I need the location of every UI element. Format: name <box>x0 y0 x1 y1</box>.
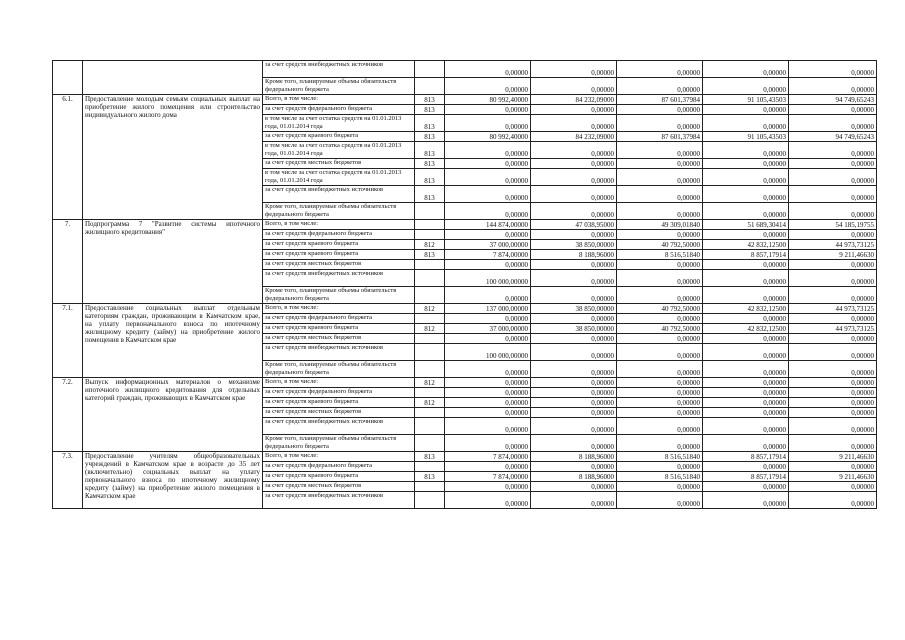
year-amount-2: 0,00000 <box>531 169 617 186</box>
year-amount-5: 0,00000 <box>789 378 877 388</box>
year-amount-5: 0,00000 <box>789 230 877 240</box>
item-name-cell <box>83 61 263 95</box>
year-amount-4: 0,00000 <box>703 378 789 388</box>
year-amount-1: 0,00000 <box>445 492 531 509</box>
year-amount-2: 0,00000 <box>531 408 617 418</box>
year-amount-3: 0,00000 <box>617 418 703 435</box>
year-amount-2: 0,00000 <box>531 418 617 435</box>
year-amount-1: 7 874,00000 <box>445 250 531 260</box>
year-amount-5: 0,00000 <box>789 287 877 304</box>
year-amount-3: 0,00000 <box>617 287 703 304</box>
year-amount-5: 0,00000 <box>789 398 877 408</box>
year-amount-4: 0,00000 <box>703 492 789 509</box>
table-row <box>53 220 877 230</box>
admin-code <box>415 344 445 361</box>
year-amount-1: 0,00000 <box>445 314 531 324</box>
table-row <box>53 304 877 314</box>
year-amount-5: 0,00000 <box>789 142 877 159</box>
year-amount-3: 0,00000 <box>617 462 703 472</box>
year-amount-1: 0,00000 <box>445 142 531 159</box>
year-amount-2: 0,00000 <box>531 78 617 95</box>
year-amount-3: 0,00000 <box>617 115 703 132</box>
table-row <box>53 378 877 388</box>
admin-code: 813 <box>415 115 445 132</box>
year-amount-3: 0,00000 <box>617 408 703 418</box>
year-amount-5: 0,00000 <box>789 105 877 115</box>
year-amount-5: 0,00000 <box>789 408 877 418</box>
year-amount-3: 0,00000 <box>617 203 703 220</box>
funding-source: за счет средств внебюджетных источников <box>263 418 415 435</box>
year-amount-2: 38 850,00000 <box>531 324 617 334</box>
year-amount-4: 0,00000 <box>703 203 789 220</box>
year-amount-3: 0,00000 <box>617 169 703 186</box>
budget-table <box>52 60 877 509</box>
year-amount-1: 0,00000 <box>445 186 531 203</box>
year-amount-1: 0,00000 <box>445 462 531 472</box>
year-amount-3: 0,00000 <box>617 361 703 378</box>
year-amount-5: 0,00000 <box>789 260 877 270</box>
year-amount-1: 137 000,00000 <box>445 304 531 314</box>
year-amount-1: 0,00000 <box>445 435 531 452</box>
year-amount-3: 0,00000 <box>617 344 703 361</box>
admin-code: 813 <box>415 105 445 115</box>
year-amount-5: 0,00000 <box>789 482 877 492</box>
year-amount-5: 0,00000 <box>789 492 877 509</box>
admin-code <box>415 287 445 304</box>
admin-code: 813 <box>415 95 445 105</box>
year-amount-5: 9 211,46630 <box>789 250 877 260</box>
year-amount-2: 0,00000 <box>531 203 617 220</box>
funding-source: за счет средств внебюджетных источников <box>263 344 415 361</box>
year-amount-1: 0,00000 <box>445 334 531 344</box>
admin-code <box>415 230 445 240</box>
year-amount-1: 37 000,00000 <box>445 240 531 250</box>
funding-source: за счет средств краевого бюджета <box>263 250 415 260</box>
year-amount-2: 0,00000 <box>531 230 617 240</box>
item-number: 7.1. <box>53 304 83 378</box>
funding-source: за счет средств федерального бюджета <box>263 314 415 324</box>
year-amount-3: 0,00000 <box>617 159 703 169</box>
funding-source: за счет средств краевого бюджета <box>263 132 415 142</box>
year-amount-1: 0,00000 <box>445 388 531 398</box>
table-row <box>53 61 877 78</box>
funding-source: Кроме того, планируемые объемы обязательств федерального бюджета <box>263 287 415 304</box>
year-amount-4: 0,00000 <box>703 344 789 361</box>
year-amount-5: 0,00000 <box>789 418 877 435</box>
year-amount-2: 0,00000 <box>531 482 617 492</box>
year-amount-2: 0,00000 <box>531 388 617 398</box>
table-row <box>53 452 877 462</box>
year-amount-3: 0,00000 <box>617 105 703 115</box>
admin-code: 813 <box>415 132 445 142</box>
year-amount-2: 8 188,96000 <box>531 472 617 482</box>
year-amount-3: 0,00000 <box>617 398 703 408</box>
year-amount-5: 0,00000 <box>789 361 877 378</box>
admin-code: 812 <box>415 378 445 388</box>
year-amount-2: 0,00000 <box>531 378 617 388</box>
year-amount-3: 40 792,50000 <box>617 240 703 250</box>
year-amount-1: 0,00000 <box>445 230 531 240</box>
year-amount-2: 0,00000 <box>531 260 617 270</box>
year-amount-3: 0,00000 <box>617 186 703 203</box>
year-amount-2: 0,00000 <box>531 435 617 452</box>
funding-source: Всего, в том числе: <box>263 220 415 230</box>
year-amount-5: 0,00000 <box>789 270 877 287</box>
year-amount-5: 0,00000 <box>789 115 877 132</box>
year-amount-4: 0,00000 <box>703 287 789 304</box>
year-amount-3: 0,00000 <box>617 260 703 270</box>
funding-source: в том числе за счет остатка средств на 01.01.2013 года, 01.01.2014 года <box>263 115 415 132</box>
year-amount-1: 0,00000 <box>445 408 531 418</box>
item-name: Выпуск информационных материалов о механизме ипотечного жилищного кредитования для отдельных категорий граждан, проживающих в Камчатском крае <box>83 378 263 452</box>
admin-code: 813 <box>415 159 445 169</box>
admin-code <box>415 334 445 344</box>
funding-source: за счет средств местных бюджетов <box>263 482 415 492</box>
year-amount-3: 87 601,37984 <box>617 132 703 142</box>
year-amount-3: 8 516,51840 <box>617 250 703 260</box>
year-amount-1: 144 874,00000 <box>445 220 531 230</box>
year-amount-4: 0,00000 <box>703 398 789 408</box>
year-amount-4: 0,00000 <box>703 169 789 186</box>
year-amount-3: 0,00000 <box>617 78 703 95</box>
year-amount-3: 0,00000 <box>617 492 703 509</box>
year-amount-4: 0,00000 <box>703 270 789 287</box>
funding-source: за счет средств федерального бюджета <box>263 230 415 240</box>
year-amount-5: 0,00000 <box>789 159 877 169</box>
year-amount-1: 0,00000 <box>445 105 531 115</box>
year-amount-1: 0,00000 <box>445 169 531 186</box>
year-amount-4: 0,00000 <box>703 78 789 95</box>
year-amount-4: 42 832,12500 <box>703 304 789 314</box>
admin-code <box>415 220 445 230</box>
year-amount-1: 0,00000 <box>445 159 531 169</box>
admin-code: 812 <box>415 324 445 334</box>
year-amount-4: 0,00000 <box>703 462 789 472</box>
admin-code: 813 <box>415 452 445 462</box>
year-amount-2: 0,00000 <box>531 115 617 132</box>
year-amount-3: 87 601,37984 <box>617 95 703 105</box>
funding-source: Всего, в том числе: <box>263 95 415 105</box>
year-amount-5: 0,00000 <box>789 61 877 78</box>
year-amount-1: 0,00000 <box>445 398 531 408</box>
year-amount-5: 0,00000 <box>789 344 877 361</box>
admin-code <box>415 314 445 324</box>
year-amount-2: 0,00000 <box>531 270 617 287</box>
year-amount-1: 37 000,00000 <box>445 324 531 334</box>
year-amount-2: 0,00000 <box>531 314 617 324</box>
funding-source: Всего, в том числе: <box>263 452 415 462</box>
year-amount-4: 51 689,30414 <box>703 220 789 230</box>
year-amount-2: 0,00000 <box>531 186 617 203</box>
funding-source: за счет средств местных бюджетов <box>263 408 415 418</box>
funding-source: за счет средств краевого бюджета <box>263 324 415 334</box>
year-amount-1: 0,00000 <box>445 78 531 95</box>
item-number-cell <box>53 61 83 95</box>
year-amount-4: 0,00000 <box>703 115 789 132</box>
year-amount-4: 0,00000 <box>703 260 789 270</box>
year-amount-4: 0,00000 <box>703 408 789 418</box>
admin-code: 813 <box>415 169 445 186</box>
year-amount-1: 7 874,00000 <box>445 472 531 482</box>
admin-code <box>415 61 445 78</box>
year-amount-5: 0,00000 <box>789 203 877 220</box>
year-amount-2: 84 232,09000 <box>531 95 617 105</box>
funding-source: за счет средств федерального бюджета <box>263 388 415 398</box>
year-amount-4: 91 105,43503 <box>703 132 789 142</box>
year-amount-4: 0,00000 <box>703 61 789 78</box>
funding-source: за счет средств краевого бюджета <box>263 398 415 408</box>
admin-code: 812 <box>415 398 445 408</box>
funding-source: в том числе за счет остатка средств на 01.01.2013 года, 01.01.2014 года <box>263 169 415 186</box>
year-amount-2: 84 232,09000 <box>531 132 617 142</box>
funding-source: за счет средств внебюджетных источников <box>263 492 415 509</box>
year-amount-3: 49 309,01840 <box>617 220 703 230</box>
year-amount-5: 9 211,46630 <box>789 472 877 482</box>
item-name: Предоставление социальных выплат отдельным категориям граждан, проживающим в Камчатском крае, на уплату первоначального взноса по ипотечному жилищному кредиту (займу) на приобретение жилого помещения в Камчатском крае <box>83 304 263 378</box>
year-amount-4: 0,00000 <box>703 314 789 324</box>
item-number: 7.2. <box>53 378 83 452</box>
year-amount-4: 0,00000 <box>703 334 789 344</box>
year-amount-2: 0,00000 <box>531 61 617 78</box>
year-amount-4: 0,00000 <box>703 159 789 169</box>
year-amount-2: 0,00000 <box>531 398 617 408</box>
year-amount-1: 0,00000 <box>445 361 531 378</box>
year-amount-2: 47 038,95000 <box>531 220 617 230</box>
year-amount-3: 8 516,51840 <box>617 472 703 482</box>
year-amount-5: 0,00000 <box>789 388 877 398</box>
year-amount-1: 0,00000 <box>445 418 531 435</box>
year-amount-4: 8 857,17914 <box>703 472 789 482</box>
item-number: 7.3. <box>53 452 83 509</box>
funding-source: за счет средств местных бюджетов <box>263 334 415 344</box>
year-amount-5: 0,00000 <box>789 334 877 344</box>
year-amount-4: 42 832,12500 <box>703 240 789 250</box>
year-amount-3: 0,00000 <box>617 435 703 452</box>
funding-source: за счет средств местных бюджетов <box>263 159 415 169</box>
year-amount-4: 42 832,12500 <box>703 324 789 334</box>
year-amount-1: 0,00000 <box>445 260 531 270</box>
funding-source: Кроме того, планируемые объемы обязательств федерального бюджета <box>263 203 415 220</box>
admin-code <box>415 408 445 418</box>
year-amount-4: 0,00000 <box>703 142 789 159</box>
funding-source: Кроме того, планируемые объемы обязательств федерального бюджета <box>263 435 415 452</box>
admin-code <box>415 270 445 287</box>
item-number: 7. <box>53 220 83 304</box>
funding-source: в том числе за счет остатка средств на 01.01.2013 года, 01.01.2014 года <box>263 142 415 159</box>
year-amount-3: 0,00000 <box>617 230 703 240</box>
admin-code <box>415 482 445 492</box>
admin-code <box>415 492 445 509</box>
year-amount-5: 0,00000 <box>789 314 877 324</box>
year-amount-1: 0,00000 <box>445 203 531 220</box>
year-amount-1: 0,00000 <box>445 378 531 388</box>
year-amount-5: 0,00000 <box>789 462 877 472</box>
year-amount-2: 8 188,96000 <box>531 452 617 462</box>
year-amount-1: 100 000,00000 <box>445 270 531 287</box>
admin-code <box>415 388 445 398</box>
year-amount-5: 9 211,46630 <box>789 452 877 462</box>
funding-source: за счет средств внебюджетных источников <box>263 186 415 203</box>
year-amount-3: 0,00000 <box>617 61 703 78</box>
year-amount-4: 0,00000 <box>703 186 789 203</box>
year-amount-2: 0,00000 <box>531 142 617 159</box>
funding-source: Всего, в том числе: <box>263 378 415 388</box>
year-amount-3: 0,00000 <box>617 334 703 344</box>
year-amount-3: 0,00000 <box>617 142 703 159</box>
funding-source: за счет средств краевого бюджета <box>263 472 415 482</box>
year-amount-3: 8 516,51840 <box>617 452 703 462</box>
year-amount-1: 0,00000 <box>445 115 531 132</box>
funding-source: за счет средств местных бюджетов <box>263 260 415 270</box>
admin-code: 813 <box>415 186 445 203</box>
year-amount-5: 0,00000 <box>789 186 877 203</box>
year-amount-5: 54 185,19755 <box>789 220 877 230</box>
year-amount-4: 0,00000 <box>703 482 789 492</box>
year-amount-1: 0,00000 <box>445 482 531 492</box>
year-amount-1: 80 992,40000 <box>445 95 531 105</box>
admin-code: 812 <box>415 304 445 314</box>
funding-source: за счет средств внебюджетных источников <box>263 270 415 287</box>
year-amount-2: 38 850,00000 <box>531 240 617 250</box>
year-amount-2: 38 850,00000 <box>531 304 617 314</box>
funding-source: за счет средств краевого бюджета <box>263 240 415 250</box>
year-amount-4: 0,00000 <box>703 418 789 435</box>
admin-code <box>415 260 445 270</box>
year-amount-2: 0,00000 <box>531 344 617 361</box>
year-amount-2: 0,00000 <box>531 287 617 304</box>
year-amount-4: 0,00000 <box>703 435 789 452</box>
year-amount-1: 0,00000 <box>445 61 531 78</box>
funding-source: за счет средств внебюджетных источников <box>263 61 415 78</box>
item-number: 6.1. <box>53 95 83 220</box>
year-amount-2: 0,00000 <box>531 361 617 378</box>
admin-code <box>415 418 445 435</box>
year-amount-4: 0,00000 <box>703 388 789 398</box>
year-amount-1: 7 874,00000 <box>445 452 531 462</box>
year-amount-5: 0,00000 <box>789 78 877 95</box>
admin-code: 813 <box>415 142 445 159</box>
year-amount-2: 0,00000 <box>531 334 617 344</box>
year-amount-5: 44 973,73125 <box>789 304 877 314</box>
admin-code <box>415 462 445 472</box>
year-amount-2: 0,00000 <box>531 492 617 509</box>
year-amount-2: 0,00000 <box>531 159 617 169</box>
item-name: Предоставление учителям общеобразовательных учреждений в Камчатском крае в возрасте до 35 лет (включительно) социальных выплат на уплату первоначального взноса по ипотечному жилищному кредиту (займу) на приобретение жилого помещения в Камчатском крае <box>83 452 263 509</box>
admin-code: 813 <box>415 250 445 260</box>
year-amount-3: 0,00000 <box>617 388 703 398</box>
admin-code <box>415 435 445 452</box>
funding-source: Кроме того, планируемые объемы обязательств федерального бюджета <box>263 361 415 378</box>
admin-code <box>415 361 445 378</box>
funding-source: Кроме того, планируемые объемы обязательств федерального бюджета <box>263 78 415 95</box>
admin-code <box>415 203 445 220</box>
year-amount-3: 40 792,50000 <box>617 304 703 314</box>
year-amount-3: 0,00000 <box>617 314 703 324</box>
year-amount-4: 0,00000 <box>703 105 789 115</box>
year-amount-2: 8 188,96000 <box>531 250 617 260</box>
year-amount-4: 91 105,43503 <box>703 95 789 105</box>
table-row <box>53 95 877 105</box>
admin-code: 812 <box>415 240 445 250</box>
year-amount-4: 0,00000 <box>703 230 789 240</box>
year-amount-5: 44 973,73125 <box>789 324 877 334</box>
year-amount-5: 0,00000 <box>789 169 877 186</box>
admin-code: 813 <box>415 472 445 482</box>
admin-code <box>415 78 445 95</box>
budget-table-body <box>53 61 877 509</box>
year-amount-1: 0,00000 <box>445 287 531 304</box>
year-amount-3: 40 792,50000 <box>617 324 703 334</box>
funding-source: Всего, в том числе: <box>263 304 415 314</box>
funding-source: за счет средств федерального бюджета <box>263 462 415 472</box>
year-amount-4: 8 857,17914 <box>703 452 789 462</box>
item-name: Подпрограмма 7 "Развитие системы ипотечного жилищного кредитования" <box>83 220 263 304</box>
year-amount-5: 94 749,65243 <box>789 132 877 142</box>
year-amount-4: 0,00000 <box>703 361 789 378</box>
item-name: Предоставление молодым семьям социальных выплат на приобретение жилого помещения или строительство индивидуального жилого дома <box>83 95 263 220</box>
funding-source: за счет средств федерального бюджета <box>263 105 415 115</box>
year-amount-5: 44 973,73125 <box>789 240 877 250</box>
year-amount-5: 94 749,65243 <box>789 95 877 105</box>
year-amount-3: 0,00000 <box>617 482 703 492</box>
year-amount-4: 8 857,17914 <box>703 250 789 260</box>
year-amount-3: 0,00000 <box>617 270 703 287</box>
year-amount-1: 80 992,40000 <box>445 132 531 142</box>
year-amount-2: 0,00000 <box>531 462 617 472</box>
year-amount-5: 0,00000 <box>789 435 877 452</box>
year-amount-2: 0,00000 <box>531 105 617 115</box>
year-amount-1: 100 000,00000 <box>445 344 531 361</box>
year-amount-3: 0,00000 <box>617 378 703 388</box>
